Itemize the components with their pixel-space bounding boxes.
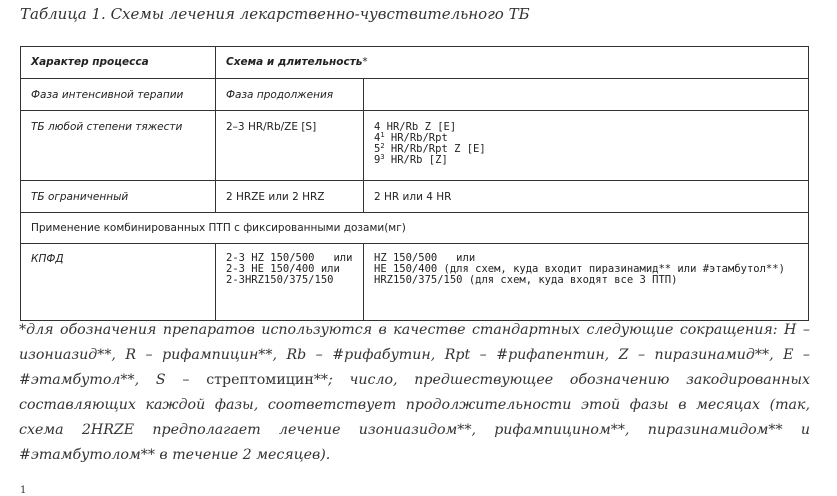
row-limited: [21, 181, 809, 213]
row-any-intensive: 2–3 HR/Rb/ZE [S]: [226, 121, 317, 133]
row-limited-intensive: 2 HRZE или 2 HRZ: [226, 191, 325, 203]
header-process-label: Характер процесса: [31, 56, 149, 68]
header-scheme-mark: *: [362, 56, 368, 68]
row-kpfd-intensive-cell: [216, 244, 364, 321]
row-any-cont-cell: [364, 111, 809, 181]
row-any-intensive-cell: [216, 111, 364, 181]
header-scheme-label: Схема и длительность: [226, 56, 363, 68]
phase-intensive-cell: [21, 79, 216, 111]
row-any-label-cell: [21, 111, 216, 181]
abbreviation-note: [19, 318, 810, 468]
row-fixed-cell: [21, 213, 809, 244]
row-any-cont-line: 4 HR/Rb Z [E]: [374, 121, 457, 133]
row-any-cont-line: $5^2$ HR/Rb/Rpt Z [E]: [374, 142, 486, 155]
treatment-table: [20, 46, 809, 321]
row-kpfd-intensive-line: 2-3 HE 150/400 или: [226, 263, 340, 275]
row-limited-label-cell: [21, 181, 216, 213]
table-header-row: [21, 47, 809, 79]
phase-row: [21, 79, 809, 111]
row-kpfd-cont-line: HRZ150/375/150 (для схем, куда входят все 3 ПТП): [374, 274, 678, 286]
row-limited-cont: 2 HR или 4 HR: [374, 191, 452, 203]
row-kpfd-label-cell: [21, 244, 216, 321]
row-limited-cont-cell: [364, 181, 809, 213]
header-scheme: [216, 47, 809, 79]
row-kpfd-intensive-line: 2-3HRZ150/375/150: [226, 274, 334, 286]
note-part2: стрептомицин**: [206, 372, 329, 388]
note-part1: *для обозначения препаратов используются в качестве стандартных следующие сокращения: H – изониазид**, R – рифампицин**, Rb – #рифабутин, Rpt – #рифапентин, Z – пиразинамид**, E – #этамбутол**, S –: [19, 322, 810, 388]
row-any-cont-line: $9^3$ HR/Rb [Z]: [374, 153, 448, 166]
row-limited-label: ТБ ограниченный: [31, 191, 129, 203]
row-kpfd-cont-cell: [364, 244, 809, 321]
phase-intensive-label: Фаза интенсивной терапии: [31, 89, 184, 101]
phase-continuation-cell: [216, 79, 364, 111]
header-process: [21, 47, 216, 79]
footnote-marker: 1: [20, 485, 27, 496]
row-any-severity: [21, 111, 809, 181]
row-kpfd-cont-line: HZ 150/500 или: [374, 252, 476, 264]
row-kpfd: [21, 244, 809, 321]
row-any-cont-line: $4^1$ HR/Rb/Rpt: [374, 131, 448, 144]
row-kpfd-intensive-line: 2-3 HZ 150/500 или: [226, 252, 353, 264]
row-kpfd-label: КПФД: [31, 253, 64, 265]
row-fixed-label: Применение комбинированных ПТП с фиксированными дозами(мг): [31, 222, 406, 234]
phase-empty-cell: [364, 79, 809, 111]
row-fixed-dose: [21, 213, 809, 244]
table-caption: Таблица 1. Схемы лечения лекарственно-чувствительного ТБ: [20, 5, 530, 23]
note-part3: ; число, предшествующее обозначению закодированных составляющих каждой фазы, соответствует продолжительности этой фазы в месяцах (так, схема 2HRZE предполагает лечение изониазидом**, рифампицином**, пиразинамидом** и #этамбутолом** в течение 2 месяцев).: [19, 372, 811, 463]
row-limited-intensive-cell: [216, 181, 364, 213]
row-any-label: ТБ любой степени тяжести: [31, 121, 183, 133]
phase-continuation-label: Фаза продолжения: [226, 89, 334, 101]
row-kpfd-cont-line: HE 150/400 (для схем, куда входит пиразинамид** или #этамбутол**): [374, 263, 785, 275]
